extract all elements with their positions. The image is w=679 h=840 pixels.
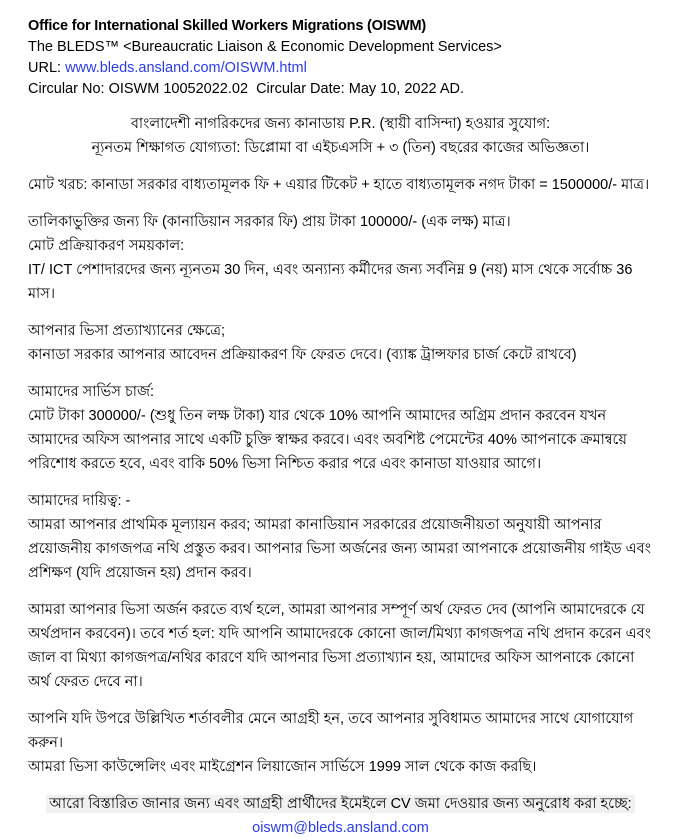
total-cost-line: মোট খরচ: কানাডা সরকার বাধ্যতামূলক ফি + এয়ার টিকেট + হাতে বাধ্যতামূলক নগদ টাকা = 1500000/- মাত্র। — [28, 177, 650, 193]
visa-refusal-detail: কানাডা সরকার আপনার আবেদন প্রক্রিয়াকরণ ফি ফেরত দেবে। (ব্যাঙ্ক ট্রান্সফার চার্জ কেটে রাখবে) — [28, 347, 577, 363]
duties-section — [28, 489, 653, 585]
letterhead — [28, 16, 653, 100]
experience-since-line: আমরা ভিসা কাউন্সেলিং এবং মাইগ্রেশন লিয়াজোন সার্ভিসে 1999 সাল থেকে কাজ করছি। — [28, 759, 537, 775]
cv-request-section — [28, 792, 653, 840]
visa-refusal-heading: আপনার ভিসা প্রত্যাখ্যানের ক্ষেত্রে; — [28, 323, 226, 339]
service-charge-detail: মোট টাকা 300000/- (শুধু তিন লক্ষ টাকা) যার থেকে 10% আপনি আমাদের অগ্রিম প্রদান করবেন যখন আমাদের অফিস আপনার সাথে একটি চুক্তি স্বাক্ষর করবে। এবং অবশিষ্ট পেমেন্টের 40% আপনাকে ক্রমান্বয়ে পরিশোধ করতে হবে, এবং বাকি 50% ভিসা নিশ্চিত করার পরে এবং কানাডা যাওয়ার আগে। — [28, 408, 627, 472]
visa-refusal-section — [28, 319, 653, 367]
service-charge-heading: আমাদের সার্ভিস চার্জ: — [28, 384, 154, 400]
circular-body — [28, 112, 653, 840]
intro-qualification-line: ন্যূনতম শিক্ষাগত যোগ্যতা: ডিপ্লোমা বা এইচএসসি + ৩ (তিন) বছরের কাজের অভিজ্ঞতা। — [91, 140, 590, 156]
processing-time-detail: IT/ ICT পেশাদারদের জন্য ন্যূনতম 30 দিন, এবং অন্যান্য কর্মীদের জন্য সর্বনিম্ন 9 (নয়) মাস থেকে সর্বোচ্চ 36 মাস। — [28, 262, 633, 302]
email-line — [28, 816, 653, 840]
circular-info-line: Circular No: OISWM 10052022.02 Circular Date: May 10, 2022 AD. — [28, 81, 464, 97]
contact-invitation-line: আপনি যদি উপরে উল্লিখিত শর্তাবলীর মেনে আগ্রহী হন, তবে আপনার সুবিধামত আমাদের সাথে যোগাযোগ করুন। — [28, 711, 634, 751]
intro-section — [28, 112, 653, 160]
total-cost-section — [28, 173, 653, 197]
intro-opportunity-line: বাংলাদেশী নাগরিকদের জন্য কানাডায় P.R. (স্থায়ী বাসিন্দা) হওয়ার সুযোগ: — [130, 116, 551, 132]
cv-request-highlight: আরো বিস্তারিত জানার জন্য এবং আগ্রহী প্রার্থীদের ইমেইলে CV জমা দেওয়ার জন্য অনুরোধ করা হচ্ছে: — [46, 795, 634, 813]
org-title: Office for International Skilled Workers Migrations (OISWM) — [28, 18, 427, 34]
enlistment-fee-line: তালিকাভুক্তির জন্য ফি (কানাডিয়ান সরকার ফি) প্রায় টাকা 100000/- (এক লক্ষ) মাত্র। — [28, 214, 511, 230]
website-link[interactable]: www.bleds.ansland.com/OISWM.html — [65, 60, 307, 76]
url-line — [28, 58, 653, 79]
service-charge-section — [28, 380, 653, 476]
contact-section — [28, 707, 653, 779]
refund-policy-text: আমরা আপনার ভিসা অর্জন করতে ব্যর্থ হলে, আমরা আপনার সম্পূর্ণ অর্থ ফেরত দেব (আপনি আমাদেরকে যে অর্থপ্রদান করবেন)। তবে শর্ত হল: যদি আপনি আমাদেরকে কোনো জাল/মিথ্যা কাগজপত্র নথি প্রদান করেন এবং জাল বা মিথ্যা কাগজপত্র/নথির কারণে যদি আপনার ভিসা প্রত্যাখ্যান হয়, আমাদের অফিস আপনাকে কোনো অর্থ ফেরত দেবে না। — [28, 602, 651, 690]
url-label: URL: — [28, 60, 66, 76]
fees-processing-section — [28, 210, 653, 306]
email-link[interactable]: oiswm@bleds.ansland.com — [252, 820, 429, 836]
cv-request-line — [28, 792, 653, 816]
org-subtitle: The BLEDS™ <Bureaucratic Liaison & Economic Development Services> — [28, 39, 502, 55]
duties-heading: আমাদের দায়িত্ব: - — [28, 493, 131, 509]
processing-time-heading: মোট প্রক্রিয়াকরণ সময়কাল: — [28, 238, 185, 254]
duties-detail: আমরা আপনার প্রাথমিক মূল্যায়ন করব; আমরা কানাডিয়ান সরকারের প্রয়োজনীয়তা অনুযায়ী আপনার প্রয়োজনীয় কাগজপত্র নথি প্রস্তুত করব। আপনার ভিসা অর্জনের জন্য আমরা আপনাকে প্রয়োজনীয় গাইড এবং প্রশিক্ষণ (যদি প্রয়োজন হয়) প্রদান করব। — [28, 517, 651, 581]
refund-policy-section — [28, 598, 653, 694]
